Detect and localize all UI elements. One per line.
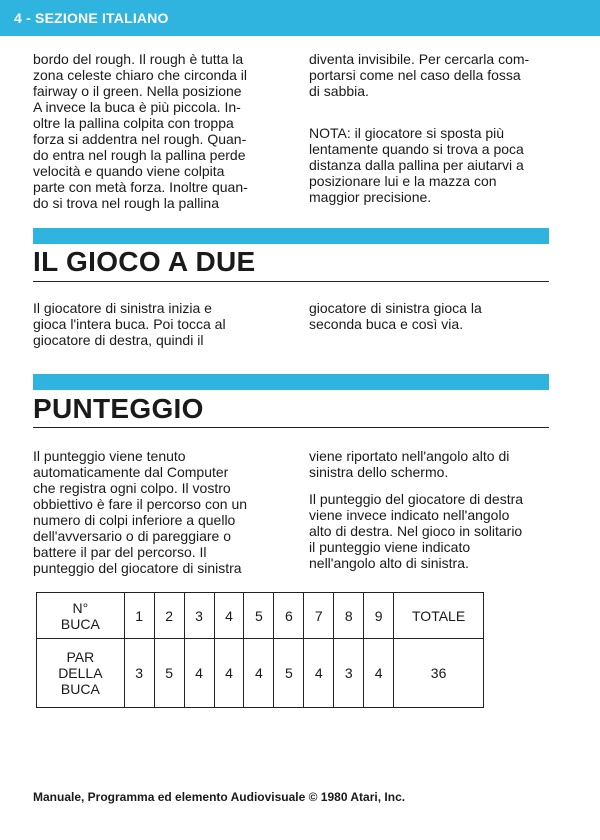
par-cell: 4 [244,639,274,708]
hole-cell: 8 [334,593,364,639]
section-rule [33,281,549,282]
par-cell: 5 [274,639,304,708]
section-rule [33,427,549,428]
hole-cell: 1 [124,593,154,639]
hole-cell: 6 [274,593,304,639]
hole-cell: 5 [244,593,274,639]
note-text: il giocatore si sposta più lentamente quando si trova a poca distanza dalla pallina per aiutarvi a posizionare lui e la mazza con maggior precisione. [309,125,524,205]
punteggio-right-paragraph-1: viene riportato nell'angolo alto di sinistra dello schermo. [309,448,510,480]
table-row [37,639,484,708]
hole-cell: 9 [364,593,394,639]
hole-cell: 4 [214,593,244,639]
hole-cell: 2 [154,593,184,639]
hole-number-label: N° BUCA [37,593,125,639]
total-label: TOTALE [394,593,484,639]
table-row [37,593,484,639]
section-band [33,228,549,244]
gioco-right-paragraph: giocatore di sinistra gioca la seconda buca e così via. [309,300,482,332]
section-band [33,374,549,390]
score-table [36,592,484,708]
par-cell: 4 [214,639,244,708]
header-bar [0,0,600,36]
section-title-punteggio: PUNTEGGIO [33,393,204,424]
top-right-paragraph: diventa invisibile. Per cercarla com- portarsi come nel caso della fossa di sabbia. [309,51,530,99]
par-cell: 3 [334,639,364,708]
par-cell: 3 [124,639,154,708]
section-title-gioco-a-due: IL GIOCO A DUE [33,246,256,277]
note-label: NOTA: [309,125,351,141]
par-cell: 4 [364,639,394,708]
hole-cell: 7 [304,593,334,639]
page-header-title: 4 - SEZIONE ITALIANO [14,10,169,26]
par-cell: 4 [304,639,334,708]
note-paragraph [309,125,569,205]
par-cell: 4 [184,639,214,708]
total-value: 36 [394,639,484,708]
par-label: PAR DELLA BUCA [37,639,125,708]
punteggio-right-paragraph-2: Il punteggio del giocatore di destra viene invece indicato nell'angolo alto di destra. Nel gioco in solitario il punteggio viene indicato nell'angolo alto di sinistra. [309,491,524,571]
top-left-paragraph: bordo del rough. Il rough è tutta la zona celeste chiaro che circonda il fairway o il green. Nella posizione A invece la buca è più piccola. In- oltre la pallina colpita con troppa forza si addentra nel rough. Quan- do entra nel rough la pallina perde velocità e quando viene colpita parte con metà forza. Inoltre quan- do si trova nel rough la pallina [33,51,248,211]
punteggio-left-paragraph: Il punteggio viene tenuto automaticamente dal Computer che registra ogni colpo. Il vostro obbiettivo è fare il percorso con un numero di colpi inferiore a quello dell'avversario o di pareggiare o battere il par del percorso. Il punteggio del giocatore di sinistra [33,448,248,576]
par-cell: 5 [154,639,184,708]
hole-cell: 3 [184,593,214,639]
gioco-left-paragraph: Il giocatore di sinistra inizia e gioca l'intera buca. Poi tocca al giocatore di destra, quindi il [33,300,226,348]
footer-copyright: Manuale, Programma ed elemento Audiovisuale © 1980 Atari, Inc. [33,790,406,804]
